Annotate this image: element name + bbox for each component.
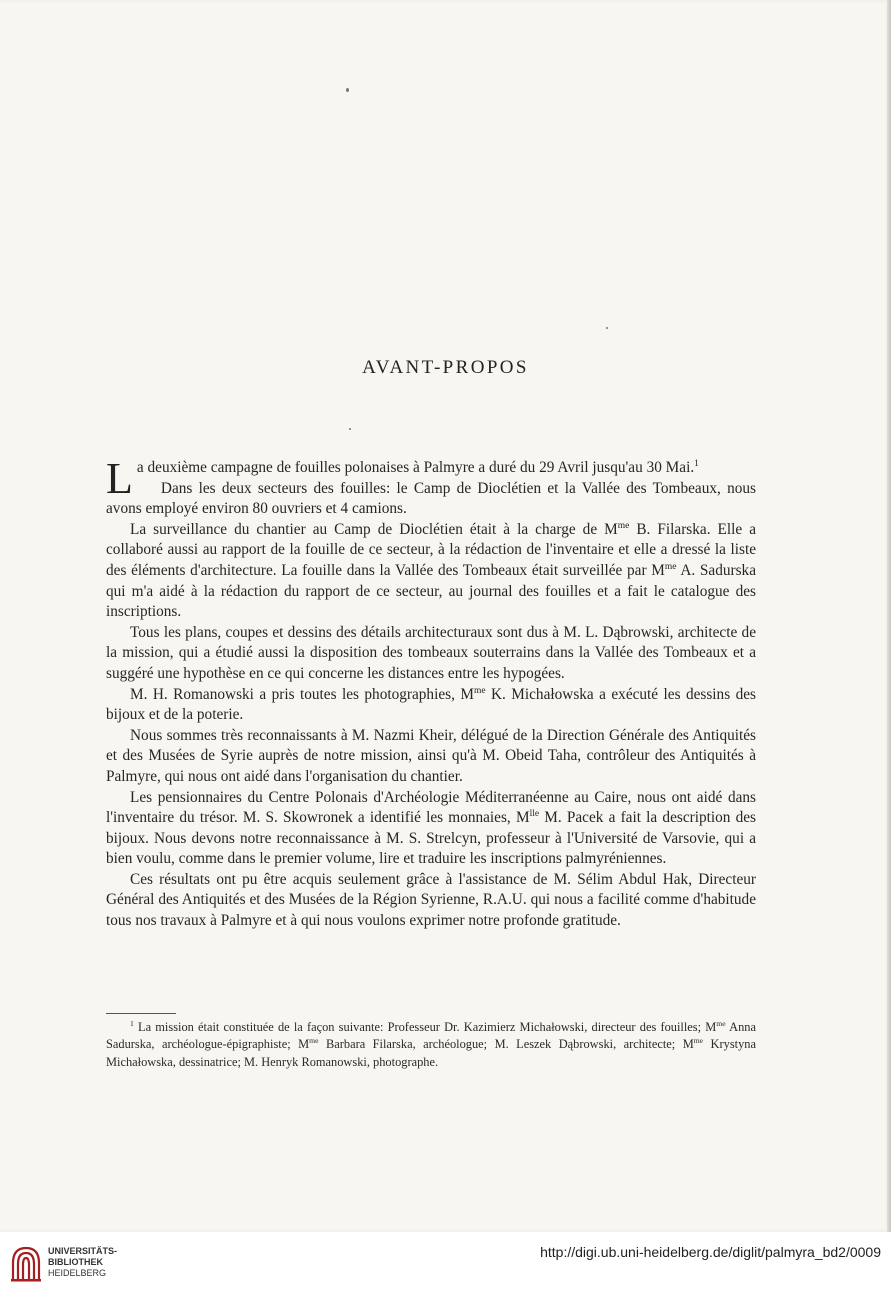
paragraph-7: Les pensionnaires du Centre Polonais d'Archéologie Méditerranéenne au Caire, nous ont aidé dans l'inventaire du trésor. M. S. Skowronek a identifié les monnaies, $M^{lle}$ M. Pacek a fait la description des bijoux. Nous devons notre reconnaissance à M. S. Strelcyn, professeur à l'Université de Varsovie, qui a bien voulu, comme dans le premier volume, lire et traduire les inscriptions palmyréniennes. <box>106 788 756 868</box>
paragraph-3: La surveillance du chantier au Camp de Dioclétien était à la charge de $M^{me}$ B. Filarska. Elle a collaboré aussi au rapport de la fouille de ce secteur, à la rédaction de l'inventaire et elle a dressé la liste des éléments d'architecture. La fouille dans la Vallée des Tombeaux était surveillée par $M^{me}$ A. Sadurska qui m'a aidé à la rédaction du rapport de ce secteur, au journal des fouilles et a fait le catalogue des inscriptions. <box>106 520 756 621</box>
paper-speck <box>346 88 349 92</box>
paragraph-4: Tous les plans, coupes et dessins des détails architecturaux sont dus à M. L. Dąbrowski, architecte de la mission, qui a étudié aussi la disposition des tombeaux souterrains dans la Vallée des Tombeaux et a suggéré une hypothèse en ce qui concerne les distances entre les hypogées. <box>106 623 756 682</box>
paper-speck <box>606 327 608 329</box>
footnotes <box>106 1019 756 1071</box>
page-edge <box>887 0 891 1232</box>
library-logo[interactable] <box>8 1243 158 1285</box>
footnote-divider <box>106 1013 176 1014</box>
drop-cap: L <box>106 454 133 503</box>
library-logo-icon <box>8 1243 44 1283</box>
paragraph-2: Dans les deux secteurs des fouilles: le Camp de Dioclétien et la Vallée des Tombeaux, nous avons employé environ 80 ouvriers et 4 camions. <box>106 479 756 518</box>
paragraph-8: Ces résultats ont pu être acquis seulement grâce à l'assistance de M. Sélim Abdul Hak, Directeur Général des Antiquités et des Musées de la Région Syrienne, R.A.U. qui nous a facilité comme d'habitude tous nos travaux à Palmyre et à qui nous voulons exprimer notre profonde gratitude. <box>106 870 756 930</box>
paragraph-5: M. H. Romanowski a pris toutes les photographies, $M^{me}$ K. Michałowska a exécuté les dessins des bijoux et de la poterie. <box>106 685 756 724</box>
paragraph-1: La deuxième campagne de fouilles polonaises à Palmyre a duré du 29 Avril jusqu'au 30 Mai.$^1$ <box>106 454 699 503</box>
footnote-reference: 1 <box>694 458 699 469</box>
library-logo-text: UNIVERSITÄTS- BIBLIOTHEK HEIDELBERG <box>48 1246 118 1278</box>
source-url-link[interactable]: http://digi.ub.uni-heidelberg.de/diglit/palmyra_bd2/0009 <box>540 1244 881 1260</box>
paper-speck <box>349 428 351 430</box>
paragraph-6: Nous sommes très reconnaissants à M. Nazmi Kheir, délégué de la Direction Générale des Antiquités et des Musées de Syrie auprès de notre mission, ainsi qu'à M. Obeid Taha, contrôleur des Antiquités à Palmyre, qui nous ont aidé dans l'organisation du chantier. <box>106 726 756 785</box>
body-text <box>106 454 756 932</box>
page-title: AVANT-PROPOS <box>362 357 529 378</box>
footnote-1: $^1$ La mission était constituée de la façon suivante: Professeur Dr. Kazimierz Michałowski, directeur des fouilles; $M^{me}$ Anna Sadurska, archéologue-épigraphiste; $M^{me}$ Barbara Filarska, archéologue; M. Leszek Dąbrowski, architecte; $M^{me}$ Krystyna Michałowska, dessinatrice; M. Henryk Romanowski, photographe. <box>106 1018 756 1069</box>
